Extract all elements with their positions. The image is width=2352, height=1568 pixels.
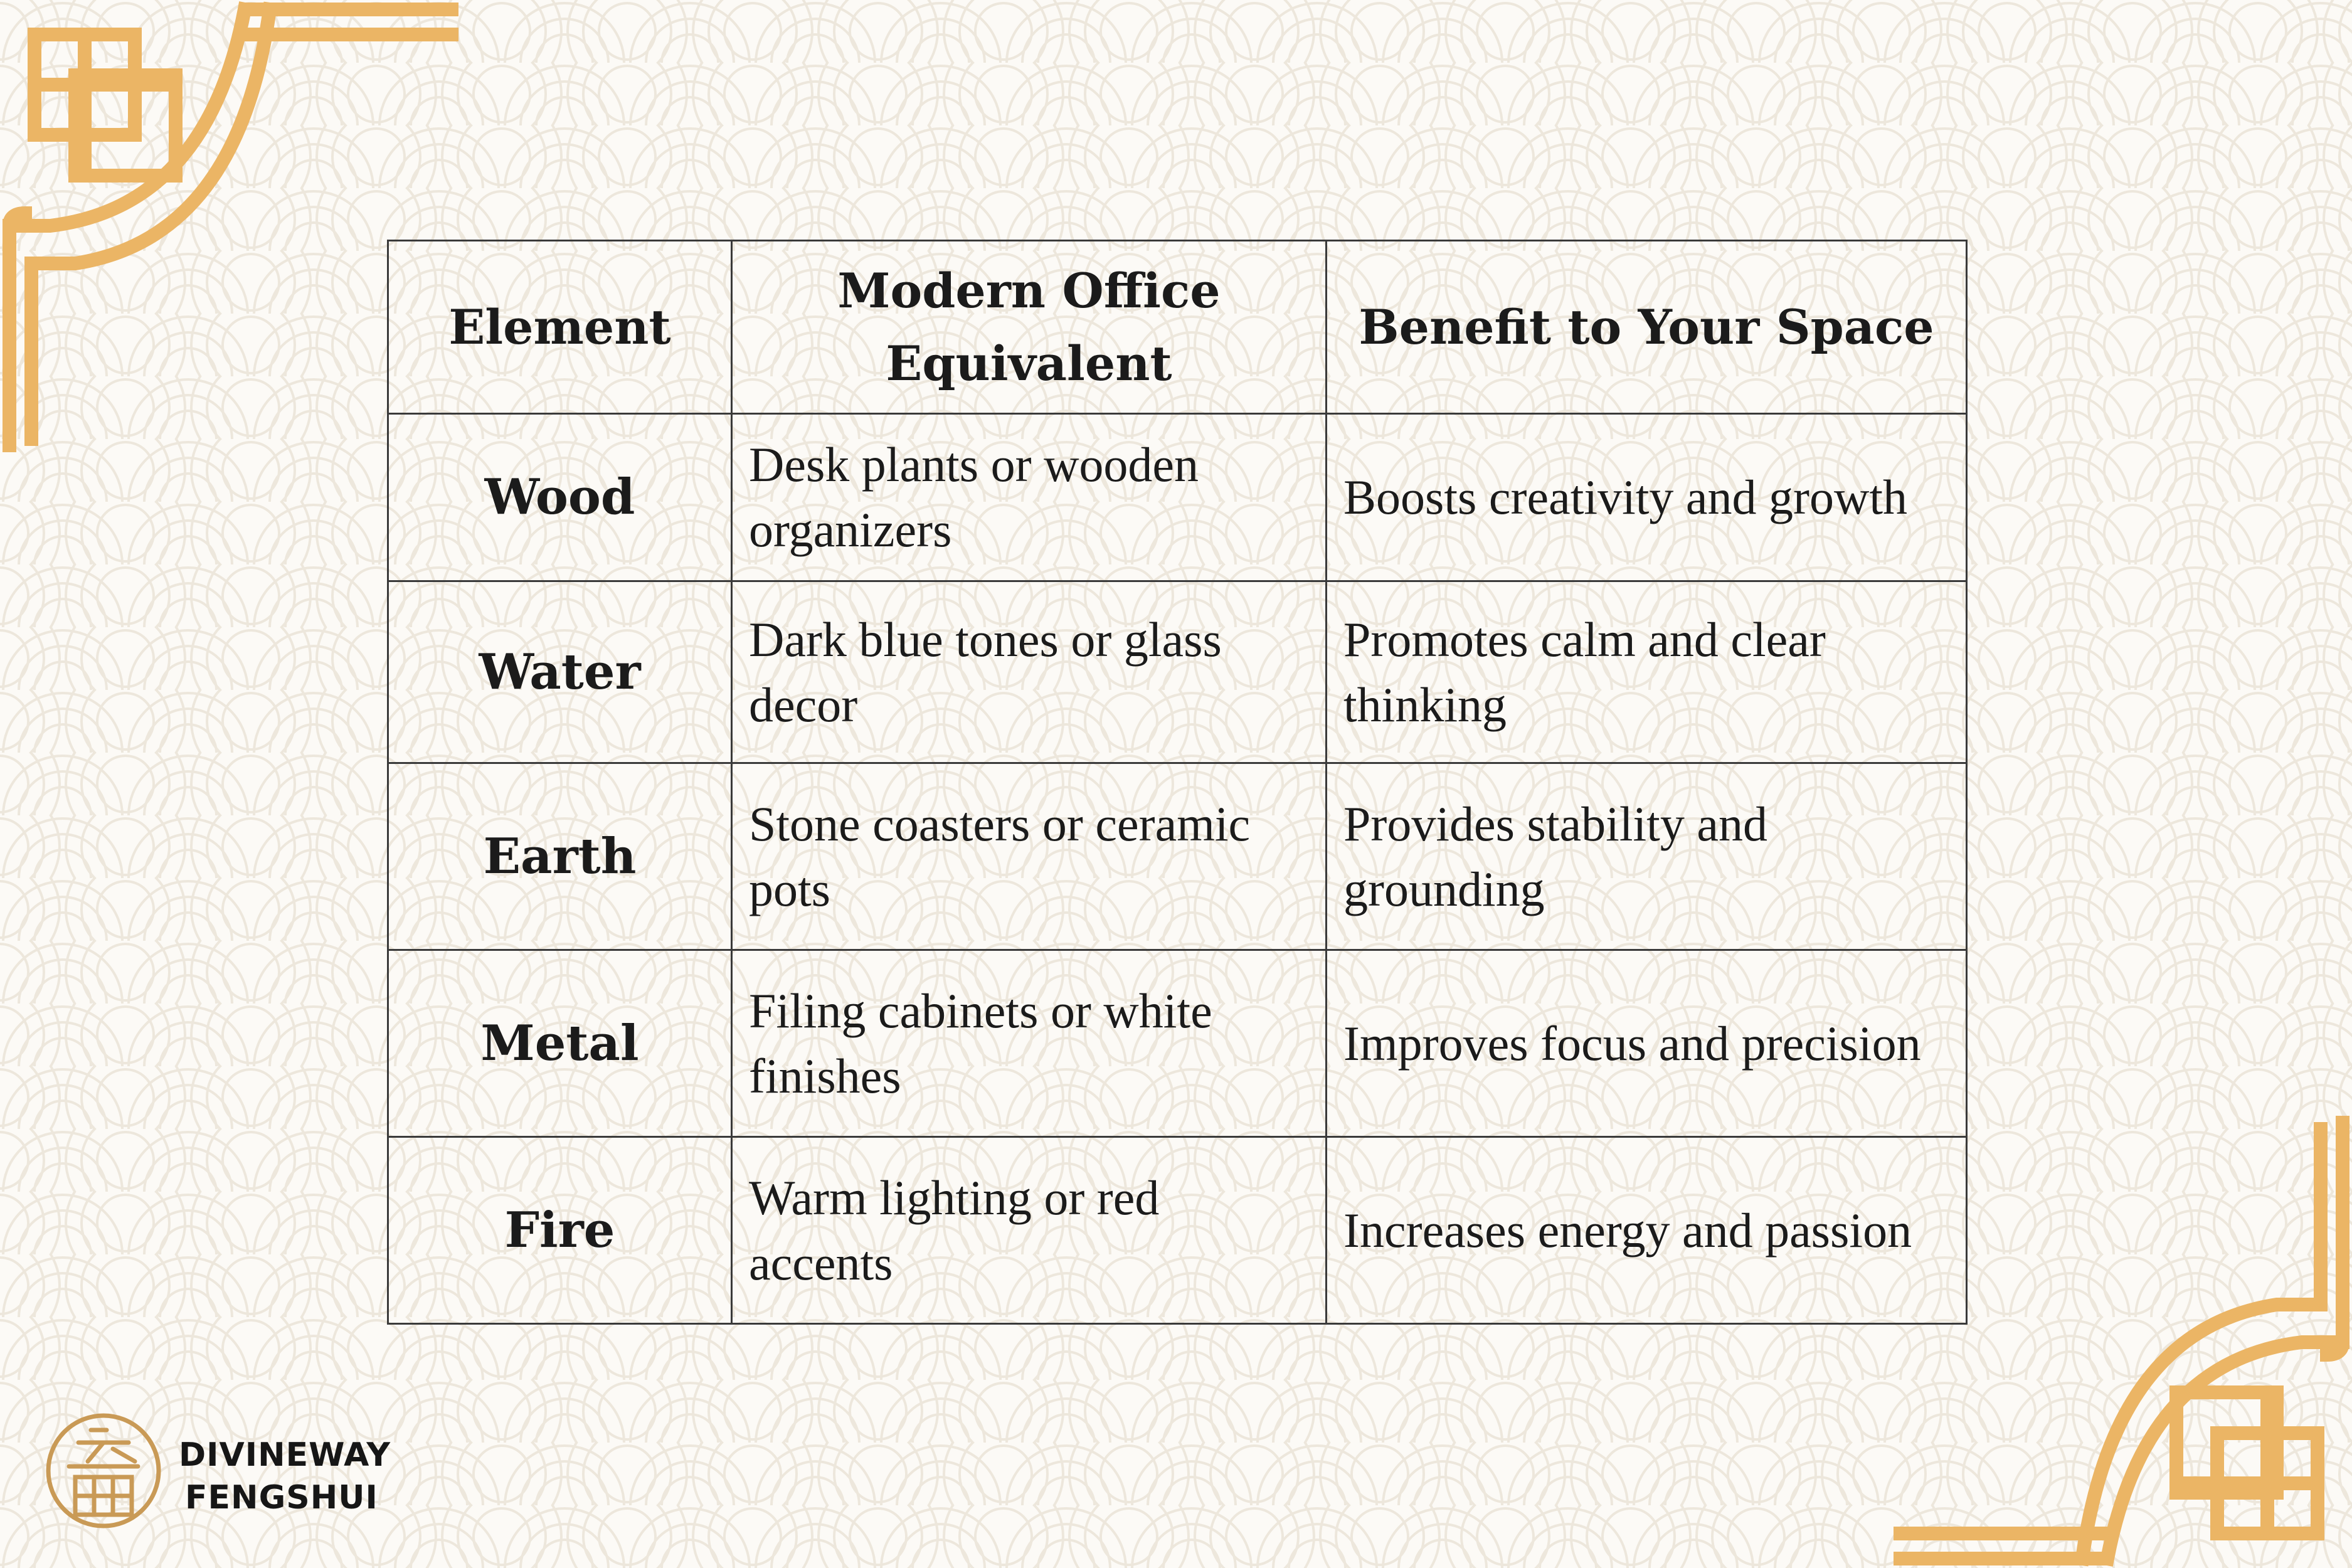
header-element: Element — [388, 241, 732, 414]
element-cell: Fire — [388, 1137, 732, 1324]
equivalent-cell: Stone coasters or ceramic pots — [732, 763, 1327, 950]
equivalent-cell: Warm lighting or red accents — [732, 1137, 1327, 1324]
benefit-cell: Promotes calm and clear thinking — [1327, 581, 1967, 763]
table-row — [388, 763, 1967, 950]
element-cell: Water — [388, 581, 732, 763]
logo-text-fengshui: FENGSHUI — [185, 1479, 378, 1517]
table-row — [388, 950, 1967, 1137]
table-row — [388, 414, 1967, 581]
benefit-cell: Improves focus and precision — [1327, 950, 1967, 1137]
benefit-cell: Increases energy and passion — [1327, 1137, 1967, 1324]
table-row — [388, 1137, 1967, 1324]
header-benefit: Benefit to Your Space — [1327, 241, 1967, 414]
element-cell: Metal — [388, 950, 732, 1137]
chinese-character-seal-icon — [44, 1411, 163, 1530]
element-cell: Earth — [388, 763, 732, 950]
benefit-cell: Provides stability and grounding — [1327, 763, 1967, 950]
logo-text-divineway: DIVINEWAY — [179, 1436, 391, 1474]
brand-logo — [44, 1411, 395, 1537]
benefit-cell: Boosts creativity and growth — [1327, 414, 1967, 581]
equivalent-cell: Dark blue tones or glass decor — [732, 581, 1327, 763]
table-header-row — [388, 241, 1967, 414]
table-row — [388, 581, 1967, 763]
header-modern-office-equivalent: Modern Office Equivalent — [732, 241, 1327, 414]
equivalent-cell: Filing cabinets or white finishes — [732, 950, 1327, 1137]
equivalent-cell: Desk plants or wooden organizers — [732, 414, 1327, 581]
element-cell: Wood — [388, 414, 732, 581]
five-elements-table — [387, 240, 1968, 1325]
